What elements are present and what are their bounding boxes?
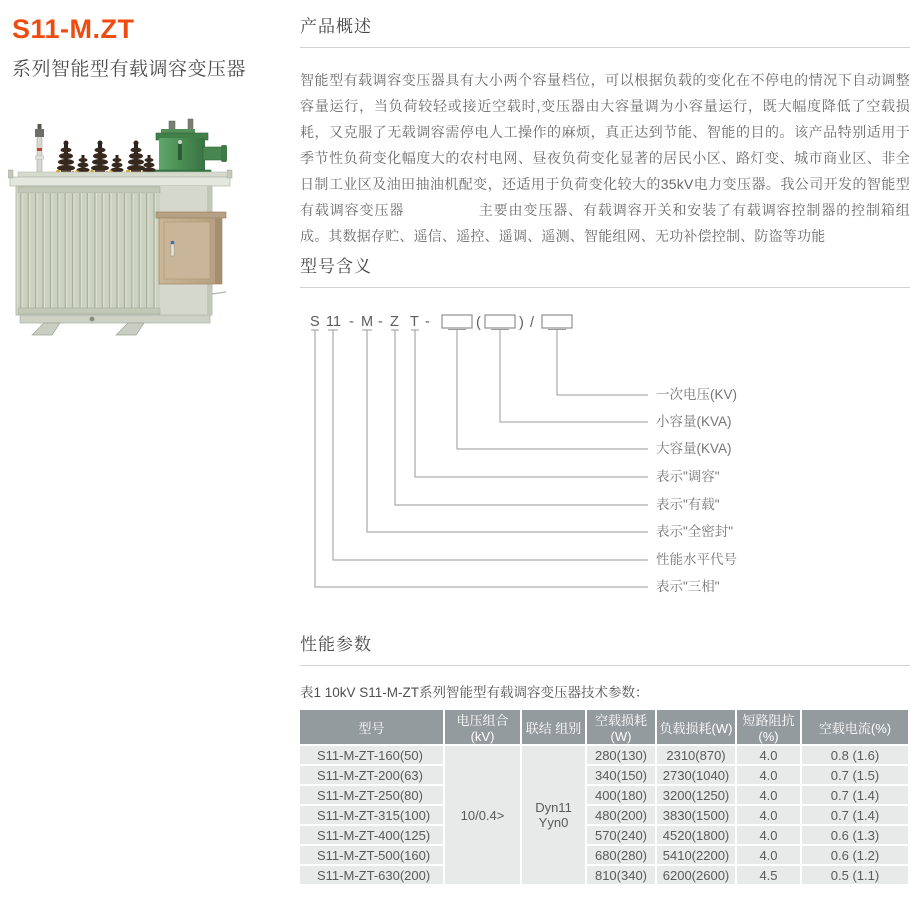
vector-group-cell [520,744,585,884]
diagram-label: 性能水平代号 [656,552,737,567]
model-code-part: - [378,314,383,330]
model-code-diagram [300,309,908,601]
model-code-part: - [349,314,354,330]
no-load-loss-cell: 340(150) [585,764,655,784]
impedance-cell: 4.0 [735,804,800,824]
model-code-part: / [530,315,535,331]
parameters-table [300,710,908,884]
no-load-current-cell: 0.7 (1.4) [800,804,908,824]
no-load-loss-cell: 480(200) [585,804,655,824]
diagram-label: 大容量(KVA) [656,441,732,456]
connector-line [391,330,648,505]
model-code-part: 11 [326,314,342,330]
hv-bushings [56,141,156,176]
load-loss-cell: 4520(1800) [655,824,735,844]
model-code-boxes [442,315,572,328]
connector-line [548,330,648,396]
tap-changer [153,119,227,177]
diagram-label: 表示"全密封" [656,524,734,539]
table-row [300,744,908,764]
vector-group-line: Dyn11 [535,800,572,815]
load-loss-cell: 2730(1040) [655,764,735,784]
no-load-loss-cell: 570(240) [585,824,655,844]
table-row [300,764,908,784]
diagram-labels [656,386,737,594]
impedance-cell: 4.0 [735,824,800,844]
model-cell: S11-M-ZT-400(125) [300,824,443,844]
connector-line [328,330,648,560]
impedance-cell: 4.0 [735,844,800,864]
model-code-part: M [361,314,374,330]
diagram-label: 表示"有载" [656,497,720,512]
model-cell: S11-M-ZT-630(200) [300,864,443,884]
impedance-cell: 4.0 [735,744,800,764]
load-loss-cell: 3200(1250) [655,784,735,804]
overview-divider [300,47,910,48]
column-header-load-loss: 负载损耗(W) [655,710,735,744]
column-header-vector-group: 联结 组别 [520,710,585,744]
model-code-part: - [425,314,430,330]
vector-group-line: Yyn0 [538,815,569,830]
model-code-part: Z [390,314,399,330]
impedance-cell: 4.0 [735,764,800,784]
box-handle [171,244,174,256]
model-code-part: S [310,314,320,330]
model-cell: S11-M-ZT-250(80) [300,784,443,804]
model-cell: S11-M-ZT-500(160) [300,844,443,864]
model-code-box [542,315,572,328]
impedance-cell: 4.5 [735,864,800,884]
connector-line [448,330,648,450]
no-load-current-cell: 0.7 (1.4) [800,784,908,804]
model-code-part: ) [519,315,524,331]
section-performance [300,630,910,884]
control-box [156,212,226,284]
radiator-fins [18,193,160,308]
model-code-part: T [410,314,419,330]
column-header-no-load-current: 空载电流(%) [800,710,908,744]
no-load-current-cell: 0.5 (1.1) [800,864,908,884]
column-header-voltage: 电压组合(kV) [443,710,520,744]
load-loss-cell: 6200(2600) [655,864,735,884]
transformer-photo [8,108,268,336]
no-load-loss-cell: 680(280) [585,844,655,864]
performance-heading: 性能参数 [300,635,372,654]
product-series-subtitle: 系列智能型有载调容变压器 [12,59,247,80]
impedance-cell: 4.0 [735,784,800,804]
connector-line [362,330,648,532]
no-load-current-cell: 0.6 (1.2) [800,844,908,864]
table-header-row [300,710,908,744]
load-loss-cell: 2310(870) [655,744,735,764]
overview-heading: 产品概述 [300,17,372,36]
left-column [12,14,288,81]
model-code-part: ( [476,315,481,331]
column-header-impedance: 短路阻抗(%) [735,710,800,744]
voltage-combination-cell: 10/0.4> [443,744,520,884]
model-cell: S11-M-ZT-160(50) [300,744,443,764]
connector-line [311,330,648,587]
overview-paragraph: 智能型有载调容变压器具有大小两个容量档位，可以根据负载的变化在不停电的情况下自动调整容量运行，当负荷较轻或接近空载时,变压器由大容量调为小容量运行，既大幅度降低了空载损耗，又克服了无载调容需停电人工操作的麻烦，真正达到节能、智能的目的。该产品特别适用于季节性负荷变化幅度大的农村电网、昼夜负荷变化显著的居民小区、路灯变、城市商业区、非全日制工业区及油田抽油机配变，还适用于负荷变化较大的35kV电力变压器。我公司开发的智能型有载调容变压器 主要由变压器、有载调容开关和安装了有载调容控制器的控制箱组成。其数据存贮、遥信、遥控、遥调、遥测、智能组网、无功补偿控制、防盗等功能 [300,72,910,244]
connector-lines [311,330,648,588]
model-code-box [485,315,515,328]
base-feet [20,315,210,335]
section-model-meaning [300,252,910,601]
load-loss-cell: 3830(1500) [655,804,735,824]
column-header-no-load-loss: 空载损耗(W) [585,710,655,744]
diagram-label: 表示"三相" [656,579,720,594]
table-row [300,784,908,804]
model-cell: S11-M-ZT-315(100) [300,804,443,824]
connector-line [491,330,648,423]
no-load-current-cell: 0.7 (1.5) [800,764,908,784]
breather-pole [35,124,44,178]
product-model-title: S11-M.ZT [12,14,135,44]
model-meaning-divider [300,287,910,288]
diagram-label: 一次电压(KV) [656,387,737,402]
model-cell: S11-M-ZT-200(63) [300,764,443,784]
table-row [300,824,908,844]
section-overview [300,12,910,249]
tank-lid [8,170,232,186]
table-caption: 表1 10kV S11-M-ZT系列智能型有载调容变压器技术参数： [300,685,649,700]
no-load-current-cell: 0.8 (1.6) [800,744,908,764]
model-code-box [442,315,472,328]
diagram-label: 表示"调容" [656,469,720,484]
transformer-illustration [8,108,268,336]
connector-line [411,330,648,477]
no-load-loss-cell: 400(180) [585,784,655,804]
column-header-model: 型号 [300,710,443,744]
load-loss-cell: 5410(2200) [655,844,735,864]
diagram-label: 小容量(KVA) [656,414,732,429]
table-row [300,864,908,884]
model-meaning-heading: 型号含义 [300,257,372,276]
no-load-loss-cell: 810(340) [585,864,655,884]
no-load-loss-cell: 280(130) [585,744,655,764]
table-row [300,844,908,864]
table-row [300,804,908,824]
no-load-current-cell: 0.6 (1.3) [800,824,908,844]
performance-divider [300,665,910,666]
